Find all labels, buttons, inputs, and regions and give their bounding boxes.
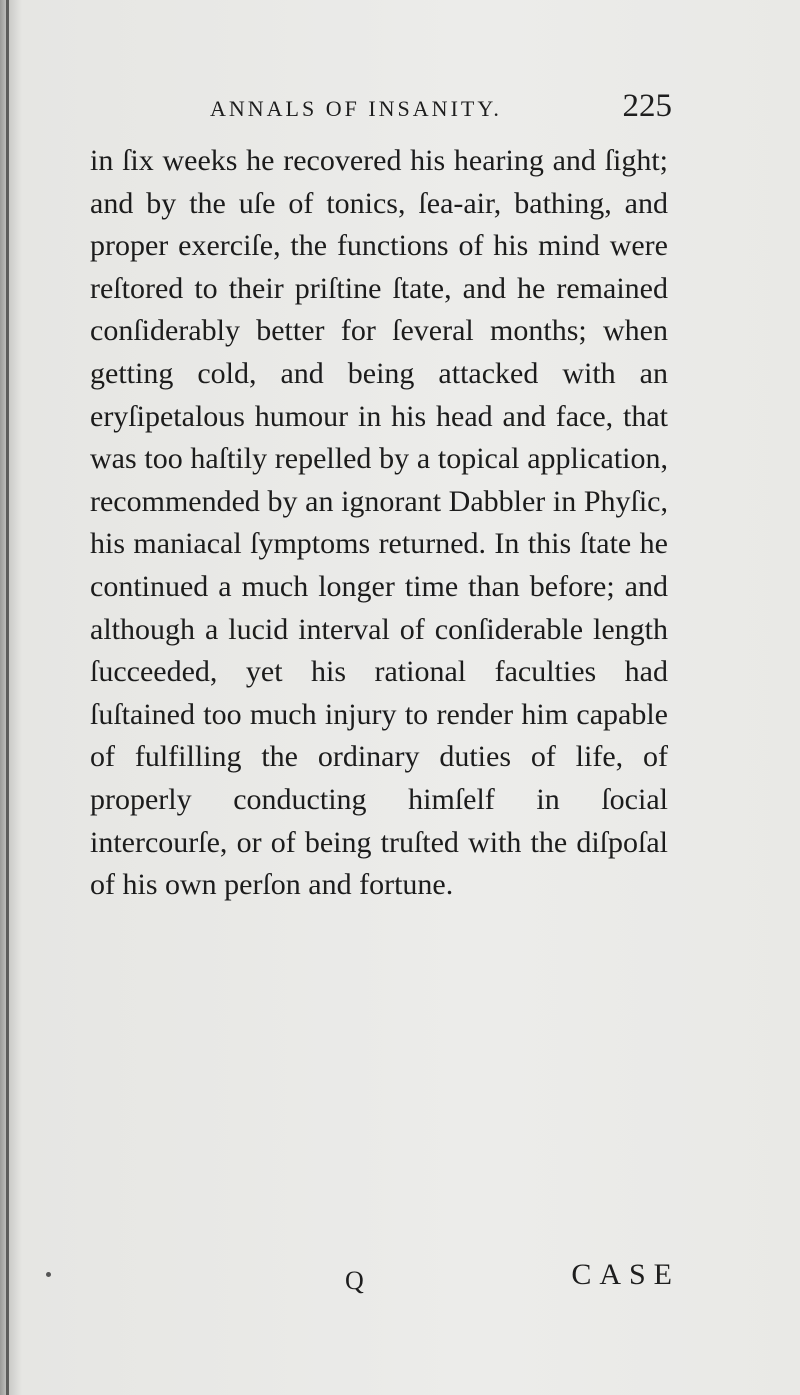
body-paragraph: in ſix weeks he recovered his hearing and ſight; and by the uſe of tonics, ſea-air, bathing, and proper exerciſe, the functions of his mind were reſtored to their priſtine ſtate, and he remained conſiderably better for ſeveral months; when getting cold, and being attacked with an eryſipetalous humour in his head and face, that was too haſtily repelled by a topical application, recommended by an ignorant Dabbler in Phyſic, his maniacal ſymptoms returned. In this ſtate he continued a much longer time than before; and although a lucid interval of conſiderable length ſucceeded, yet his rational faculties had ſuſtained too much injury to render him capable of fulfilling the ordinary duties of life, of properly conducting himſelf in ſocial intercourſe, or of being truſted with the diſpoſal of his own perſon and fortune. xyxy=(90,144,668,902)
page-gutter-shadow xyxy=(6,0,9,1395)
page-header xyxy=(210,88,680,132)
signature-mark: Q xyxy=(345,1266,364,1295)
page-footer xyxy=(90,1258,680,1298)
running-head: ANNALS OF INSANITY. xyxy=(210,96,502,121)
catchword: CASE xyxy=(571,1258,680,1291)
paper-speck xyxy=(46,1272,51,1277)
page-number: 225 xyxy=(622,88,672,124)
